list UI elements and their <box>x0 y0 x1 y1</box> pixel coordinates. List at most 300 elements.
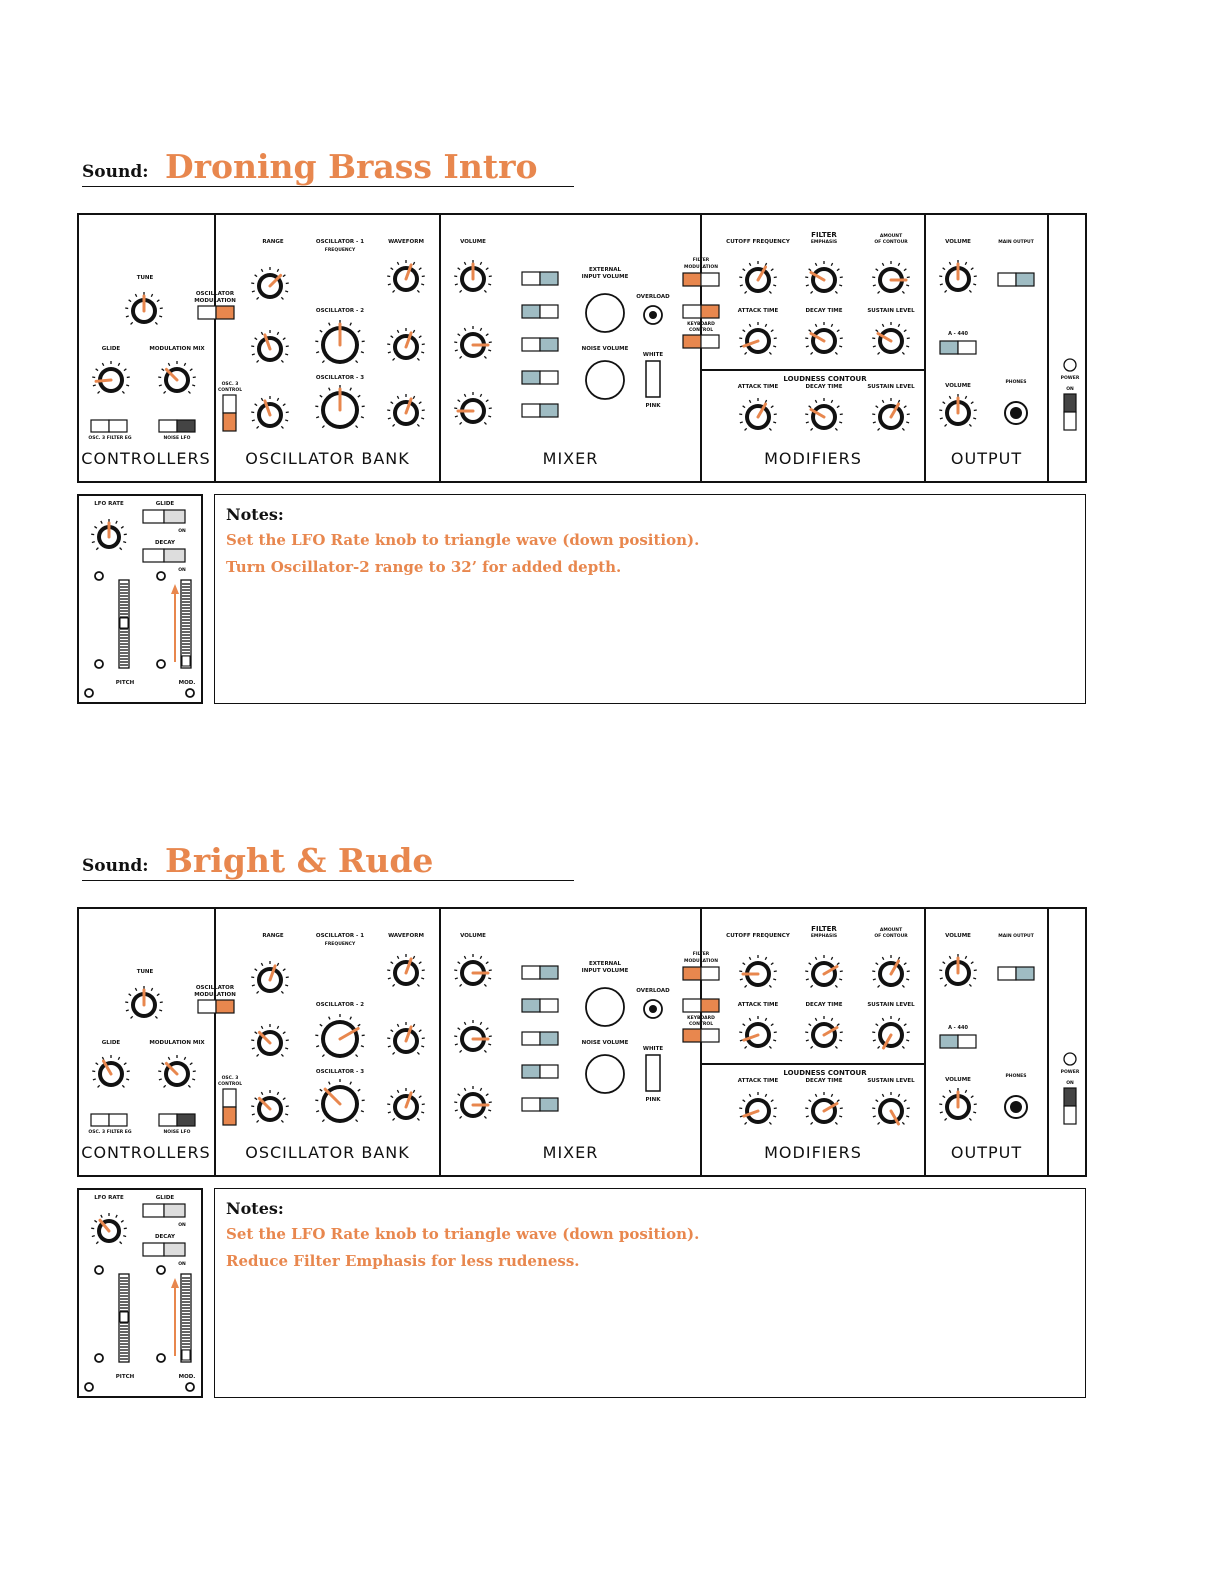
section-label: OSCILLATOR BANK <box>245 449 410 468</box>
rocker-right <box>958 341 976 354</box>
knob-tick <box>316 417 319 418</box>
knob-tick <box>488 1044 491 1045</box>
panel-label: ATTACK TIME <box>737 384 779 390</box>
lfo-panel <box>77 494 203 704</box>
rocker-right <box>540 338 558 351</box>
knob-tick <box>488 1110 491 1111</box>
lfo-panel <box>77 1188 203 1398</box>
notes-title: Notes: <box>226 505 284 524</box>
panel-label: SUSTAIN LEVEL <box>867 384 915 390</box>
panel-label: CONTROL <box>688 1022 714 1027</box>
knob-tick <box>455 1044 458 1045</box>
panel-label: OSCILLATOR - 2 <box>315 1002 365 1008</box>
rocker-right <box>701 967 719 980</box>
panel-label: DECAY TIME <box>805 308 843 314</box>
rocker-right <box>701 1029 719 1042</box>
section-label: MODIFIERS <box>764 1143 862 1162</box>
rocker-right <box>540 371 558 384</box>
panel-label: CONTROL <box>217 1082 243 1087</box>
rocker-switch[interactable] <box>1064 394 1076 430</box>
panel-label: FILTER <box>692 952 710 957</box>
panel-label: POWER <box>1060 376 1080 381</box>
rocker-left <box>522 371 540 384</box>
panel-label: RANGE <box>262 933 284 939</box>
rocker-left <box>159 1114 177 1126</box>
panel-label: AMOUNT <box>879 234 903 239</box>
rocker-switch[interactable] <box>91 1114 127 1126</box>
panel-label: OF CONTOUR <box>874 240 908 245</box>
rocker-left <box>522 1032 540 1045</box>
rocker-switch[interactable] <box>522 338 558 351</box>
knob-tick <box>388 418 391 419</box>
knob-tick <box>940 1112 943 1113</box>
screw-icon <box>157 1266 165 1274</box>
rocker-right <box>701 305 719 318</box>
knob-tick <box>93 1079 96 1080</box>
rocker-right <box>164 1243 185 1256</box>
screw-icon <box>95 1354 103 1362</box>
knob-tick <box>940 978 943 979</box>
section-label: MODIFIERS <box>764 449 862 468</box>
panel-label: OSCILLATOR <box>195 291 235 297</box>
panel-label: OF CONTOUR <box>874 934 908 939</box>
knob-tick <box>361 417 364 418</box>
panel-label: PINK <box>645 403 661 409</box>
wheel-center <box>120 1312 128 1322</box>
rocker-right <box>1016 273 1034 286</box>
knob-tick <box>123 542 126 543</box>
panel-label: ATTACK TIME <box>737 308 779 314</box>
knob-tick <box>839 1116 842 1117</box>
rocker-switch[interactable] <box>522 371 558 384</box>
rocker-switch[interactable] <box>143 510 185 523</box>
panel-label: VOLUME <box>945 1077 971 1083</box>
panel-label: EMPHASIS <box>810 240 838 245</box>
panel-label: LFO RATE <box>94 1195 124 1201</box>
rocker-switch[interactable] <box>683 305 719 318</box>
panel-label: EXTERNAL <box>588 961 622 967</box>
panel-label: ATTACK TIME <box>737 1002 779 1008</box>
noise-switch[interactable] <box>646 1055 660 1091</box>
panel-label: POWER <box>1060 1070 1080 1075</box>
panel-label: OSCILLATOR - 1 <box>315 933 365 939</box>
knob-tick <box>92 542 95 543</box>
knob-tick <box>873 285 876 286</box>
knob-tick <box>93 385 96 386</box>
panel-label: INPUT VOLUME <box>581 968 629 974</box>
knob-tick <box>421 418 424 419</box>
knob-tick <box>159 1010 162 1011</box>
panel-label: WHITE <box>642 352 664 358</box>
panel-label: DECAY <box>154 540 176 546</box>
rocker-right <box>164 549 185 562</box>
knob-tick <box>421 1112 424 1113</box>
screw-icon <box>157 572 165 580</box>
panel-label: ON <box>178 568 186 573</box>
rocker-left <box>522 966 540 979</box>
section-label: OUTPUT <box>950 449 1023 468</box>
knob-tick <box>973 284 976 285</box>
panel-label: LOUDNESS CONTOUR <box>783 375 867 383</box>
knob-tick <box>906 1116 909 1117</box>
panel-label: MOD. <box>178 1374 196 1380</box>
knob-tick <box>740 346 743 347</box>
rocker-left <box>998 967 1016 980</box>
knob-tick <box>839 422 842 423</box>
rocker-right <box>164 510 185 523</box>
rocker-switch[interactable] <box>683 335 719 348</box>
rocker-switch[interactable] <box>143 1204 185 1217</box>
rocker-right <box>540 966 558 979</box>
rocker-switch[interactable] <box>683 967 719 980</box>
synth-panel <box>77 907 1087 1177</box>
section-label: OSCILLATOR BANK <box>245 1143 410 1162</box>
knob-tick <box>252 985 255 986</box>
knob-tick <box>873 1116 876 1117</box>
panel-label: ON <box>1066 387 1074 392</box>
knob-tick <box>316 352 319 353</box>
rocker-bottom <box>223 1107 236 1125</box>
panel-label: SUSTAIN LEVEL <box>867 1078 915 1084</box>
section-label: CONTROLLERS <box>81 1143 211 1162</box>
screw-icon <box>157 1354 165 1362</box>
knob-tick <box>361 352 364 353</box>
notes-title: Notes: <box>226 1199 284 1218</box>
panel-label: MODULATION <box>194 992 236 998</box>
sound-sheet-1 <box>0 0 1224 700</box>
screw-icon <box>186 1383 194 1391</box>
knob-tick <box>421 1046 424 1047</box>
wheel-center <box>120 618 128 628</box>
knob-tick <box>192 1079 195 1080</box>
panel-label: FILTER <box>692 258 710 263</box>
rocker-left <box>683 305 701 318</box>
synth-panel <box>77 213 1087 483</box>
sound-title-row <box>82 834 574 881</box>
rocker-left <box>683 999 701 1012</box>
sound-name: Droning Brass Intro <box>165 147 538 186</box>
noise-volume-knob[interactable] <box>586 1055 624 1093</box>
knob-tick <box>252 1048 255 1049</box>
panel-label: OSCILLATOR <box>195 985 235 991</box>
panel-label: OSC. 3 FILTER EG <box>88 436 132 441</box>
knob-tick <box>285 420 288 421</box>
knob-tick <box>159 316 162 317</box>
panel-label: ON <box>1066 1081 1074 1086</box>
panel-label: VOLUME <box>945 383 971 389</box>
knob-tick <box>806 285 809 286</box>
knob-tick <box>252 420 255 421</box>
knob-tick <box>361 1111 364 1112</box>
knob-tick <box>806 422 809 423</box>
panel-label: ON <box>178 1223 186 1228</box>
rocker-bottom <box>1064 1106 1076 1124</box>
rocker-bottom <box>1064 412 1076 430</box>
panel-label: FREQUENCY <box>324 248 356 253</box>
knob-tick <box>316 1046 319 1047</box>
knob-tick <box>126 1079 129 1080</box>
rocker-switch[interactable] <box>522 966 558 979</box>
rocker-left <box>683 273 701 286</box>
knob-tick <box>388 978 391 979</box>
knob-tick <box>973 978 976 979</box>
knob-tick <box>388 352 391 353</box>
rocker-right <box>540 404 558 417</box>
knob-tick <box>421 978 424 979</box>
panel-label: OVERLOAD <box>636 988 670 994</box>
knob-tick <box>740 979 743 980</box>
rocker-switch[interactable] <box>998 273 1034 286</box>
rocker-left <box>683 967 701 980</box>
panel-label: ATTACK TIME <box>737 1078 779 1084</box>
rocker-right <box>109 420 127 432</box>
panel-label: GLIDE <box>101 346 121 352</box>
power-lamp <box>1064 359 1076 371</box>
knob-tick <box>455 978 458 979</box>
rocker-switch[interactable] <box>522 1098 558 1111</box>
knob-tick <box>773 1040 776 1041</box>
rocker-switch[interactable] <box>522 272 558 285</box>
phones-jack-hole <box>1010 1101 1022 1113</box>
knob-tick <box>806 346 809 347</box>
rocker-right <box>540 305 558 318</box>
knob-tick <box>906 1040 909 1041</box>
section-label: MIXER <box>542 449 599 468</box>
sound-title-row <box>82 140 574 187</box>
rocker-switch[interactable] <box>522 1065 558 1078</box>
knob-tick <box>806 979 809 980</box>
rocker-right <box>540 272 558 285</box>
panel-label: MAIN OUTPUT <box>998 240 1034 245</box>
rocker-switch[interactable] <box>143 549 185 562</box>
knob-tick <box>740 285 743 286</box>
rocker-right <box>177 1114 195 1126</box>
sound-sheet-2 <box>0 694 1224 1394</box>
panel-label: OSCILLATOR - 1 <box>315 239 365 245</box>
rocker-switch[interactable] <box>1064 1088 1076 1124</box>
rocker-left <box>683 335 701 348</box>
rocker-left <box>91 1114 109 1126</box>
note-line: Set the LFO Rate knob to triangle wave (down position). <box>226 1225 700 1243</box>
rocker-left <box>198 306 216 319</box>
knob-tick <box>285 354 288 355</box>
panel-label: OVERLOAD <box>636 294 670 300</box>
screw-icon <box>95 1266 103 1274</box>
rocker-right <box>701 999 719 1012</box>
knob-tick <box>455 1110 458 1111</box>
rocker-switch[interactable] <box>159 420 195 432</box>
knob-tick <box>773 346 776 347</box>
knob-tick <box>973 418 976 419</box>
knob-tick <box>940 418 943 419</box>
screw-icon <box>157 660 165 668</box>
panel-label: PITCH <box>115 680 135 686</box>
panel-label: OSCILLATOR - 3 <box>315 1069 365 1075</box>
knob-tick <box>159 1079 162 1080</box>
notes-box <box>214 1188 1086 1398</box>
panel-label: LOUDNESS CONTOUR <box>783 1069 867 1077</box>
rocker-switch[interactable] <box>522 999 558 1012</box>
panel-label: OSCILLATOR - 3 <box>315 375 365 381</box>
rocker-switch[interactable] <box>198 1000 234 1013</box>
knob-tick <box>421 284 424 285</box>
external-volume-knob[interactable] <box>586 294 624 332</box>
panel-label: OSC. 3 FILTER EG <box>88 1130 132 1135</box>
knob-tick <box>773 979 776 980</box>
panel-label: CUTOFF FREQUENCY <box>726 239 790 245</box>
knob-tick <box>839 285 842 286</box>
panel-label: DECAY TIME <box>805 384 843 390</box>
knob-tick <box>906 422 909 423</box>
rocker-switch[interactable] <box>940 1035 976 1048</box>
rocker-switch[interactable] <box>223 395 236 431</box>
overload-lamp-center <box>649 1005 657 1013</box>
rocker-left <box>683 1029 701 1042</box>
section-label: CONTROLLERS <box>81 449 211 468</box>
external-volume-knob[interactable] <box>586 988 624 1026</box>
panel-label: AMOUNT <box>879 928 903 933</box>
knob-tick <box>316 1111 319 1112</box>
knob-tick <box>192 385 195 386</box>
rocker-switch[interactable] <box>940 341 976 354</box>
knob-tick <box>252 354 255 355</box>
panel-label: MAIN OUTPUT <box>998 934 1034 939</box>
rocker-switch[interactable] <box>223 1089 236 1125</box>
panel-label: KEYBOARD <box>687 322 715 327</box>
rocker-left <box>143 1243 164 1256</box>
panel-label: GLIDE <box>155 501 175 507</box>
knob-tick <box>773 285 776 286</box>
knob-tick <box>126 1010 129 1011</box>
knob-tick <box>285 1048 288 1049</box>
rocker-switch[interactable] <box>522 1032 558 1045</box>
panel-label: OSC. 3 <box>221 382 239 387</box>
knob-tick <box>361 1046 364 1047</box>
panel-label: CONTROL <box>688 328 714 333</box>
lfo-svg <box>77 1188 203 1398</box>
rocker-left <box>998 273 1016 286</box>
rocker-switch[interactable] <box>522 404 558 417</box>
panel-label: OSC. 3 <box>221 1076 239 1081</box>
rocker-switch[interactable] <box>683 1029 719 1042</box>
panel-label: WHITE <box>642 1046 664 1052</box>
panel-label: MODULATION MIX <box>149 346 205 352</box>
knob-tick <box>740 1040 743 1041</box>
knob-tick <box>873 979 876 980</box>
knob-tick <box>488 350 491 351</box>
panel-label: VOLUME <box>945 239 971 245</box>
rocker-right <box>216 306 234 319</box>
rocker-switch[interactable] <box>522 305 558 318</box>
knob-tick <box>159 385 162 386</box>
rocker-switch[interactable] <box>143 1243 185 1256</box>
rocker-left <box>522 305 540 318</box>
panel-label: ON <box>178 1262 186 1267</box>
rocker-left <box>522 272 540 285</box>
panel-label: DECAY <box>154 1234 176 1240</box>
knob-tick <box>455 284 458 285</box>
knob-tick <box>806 1116 809 1117</box>
panel-label: INPUT VOLUME <box>581 274 629 280</box>
rocker-left <box>522 1065 540 1078</box>
rocker-left <box>940 341 958 354</box>
rocker-left <box>522 404 540 417</box>
rocker-left <box>940 1035 958 1048</box>
panel-label: RANGE <box>262 239 284 245</box>
knob-tick <box>873 346 876 347</box>
noise-switch[interactable] <box>646 361 660 397</box>
panel-label: WAVEFORM <box>388 239 424 245</box>
rocker-switch[interactable] <box>198 306 234 319</box>
rocker-left <box>143 510 164 523</box>
knob-tick <box>92 1236 95 1237</box>
knob-tick <box>839 346 842 347</box>
panel-label: GLIDE <box>155 1195 175 1201</box>
knob-tick <box>906 285 909 286</box>
panel-label: VOLUME <box>945 933 971 939</box>
panel-label: NOISE VOLUME <box>581 346 629 352</box>
rocker-top <box>223 395 236 413</box>
rocker-top <box>223 1089 236 1107</box>
panel-label: PINK <box>645 1097 661 1103</box>
knob-tick <box>388 284 391 285</box>
rocker-switch[interactable] <box>91 420 127 432</box>
panel-label: FILTER <box>811 925 837 933</box>
rocker-switch[interactable] <box>998 967 1034 980</box>
panel-label: WAVEFORM <box>388 933 424 939</box>
knob-tick <box>806 1040 809 1041</box>
panel-label: MODULATION <box>683 265 719 270</box>
panel-label: CUTOFF FREQUENCY <box>726 933 790 939</box>
panel-label: KEYBOARD <box>687 1016 715 1021</box>
panel-label: PHONES <box>1005 380 1027 385</box>
rocker-left <box>159 420 177 432</box>
noise-volume-knob[interactable] <box>586 361 624 399</box>
rocker-left <box>143 549 164 562</box>
sound-label: Sound: <box>82 162 149 182</box>
rocker-right <box>701 273 719 286</box>
panel-label: VOLUME <box>460 933 486 939</box>
rocker-switch[interactable] <box>683 999 719 1012</box>
knob-tick <box>973 1112 976 1113</box>
panel-label: PITCH <box>115 1374 135 1380</box>
panel-label: ON <box>178 529 186 534</box>
rocker-left <box>198 1000 216 1013</box>
panel-label: PHONES <box>1005 1074 1027 1079</box>
rocker-top <box>1064 394 1076 412</box>
rocker-top <box>1064 1088 1076 1106</box>
notes-box <box>214 494 1086 704</box>
knob-tick <box>839 1040 842 1041</box>
knob-tick <box>740 1116 743 1117</box>
rocker-switch[interactable] <box>683 273 719 286</box>
knob-tick <box>421 352 424 353</box>
panel-label: SUSTAIN LEVEL <box>867 308 915 314</box>
panel-label: MODULATION MIX <box>149 1040 205 1046</box>
panel-label: TUNE <box>136 969 154 975</box>
panel-label: FILTER <box>811 231 837 239</box>
knob-tick <box>839 979 842 980</box>
panel-label: DECAY TIME <box>805 1078 843 1084</box>
rocker-switch[interactable] <box>159 1114 195 1126</box>
rocker-right <box>958 1035 976 1048</box>
rocker-left <box>143 1204 164 1217</box>
panel-label: EXTERNAL <box>588 267 622 273</box>
panel-label: OSCILLATOR - 2 <box>315 308 365 314</box>
knob-tick <box>285 291 288 292</box>
panel-label: NOISE LFO <box>163 436 191 441</box>
rocker-right <box>701 335 719 348</box>
